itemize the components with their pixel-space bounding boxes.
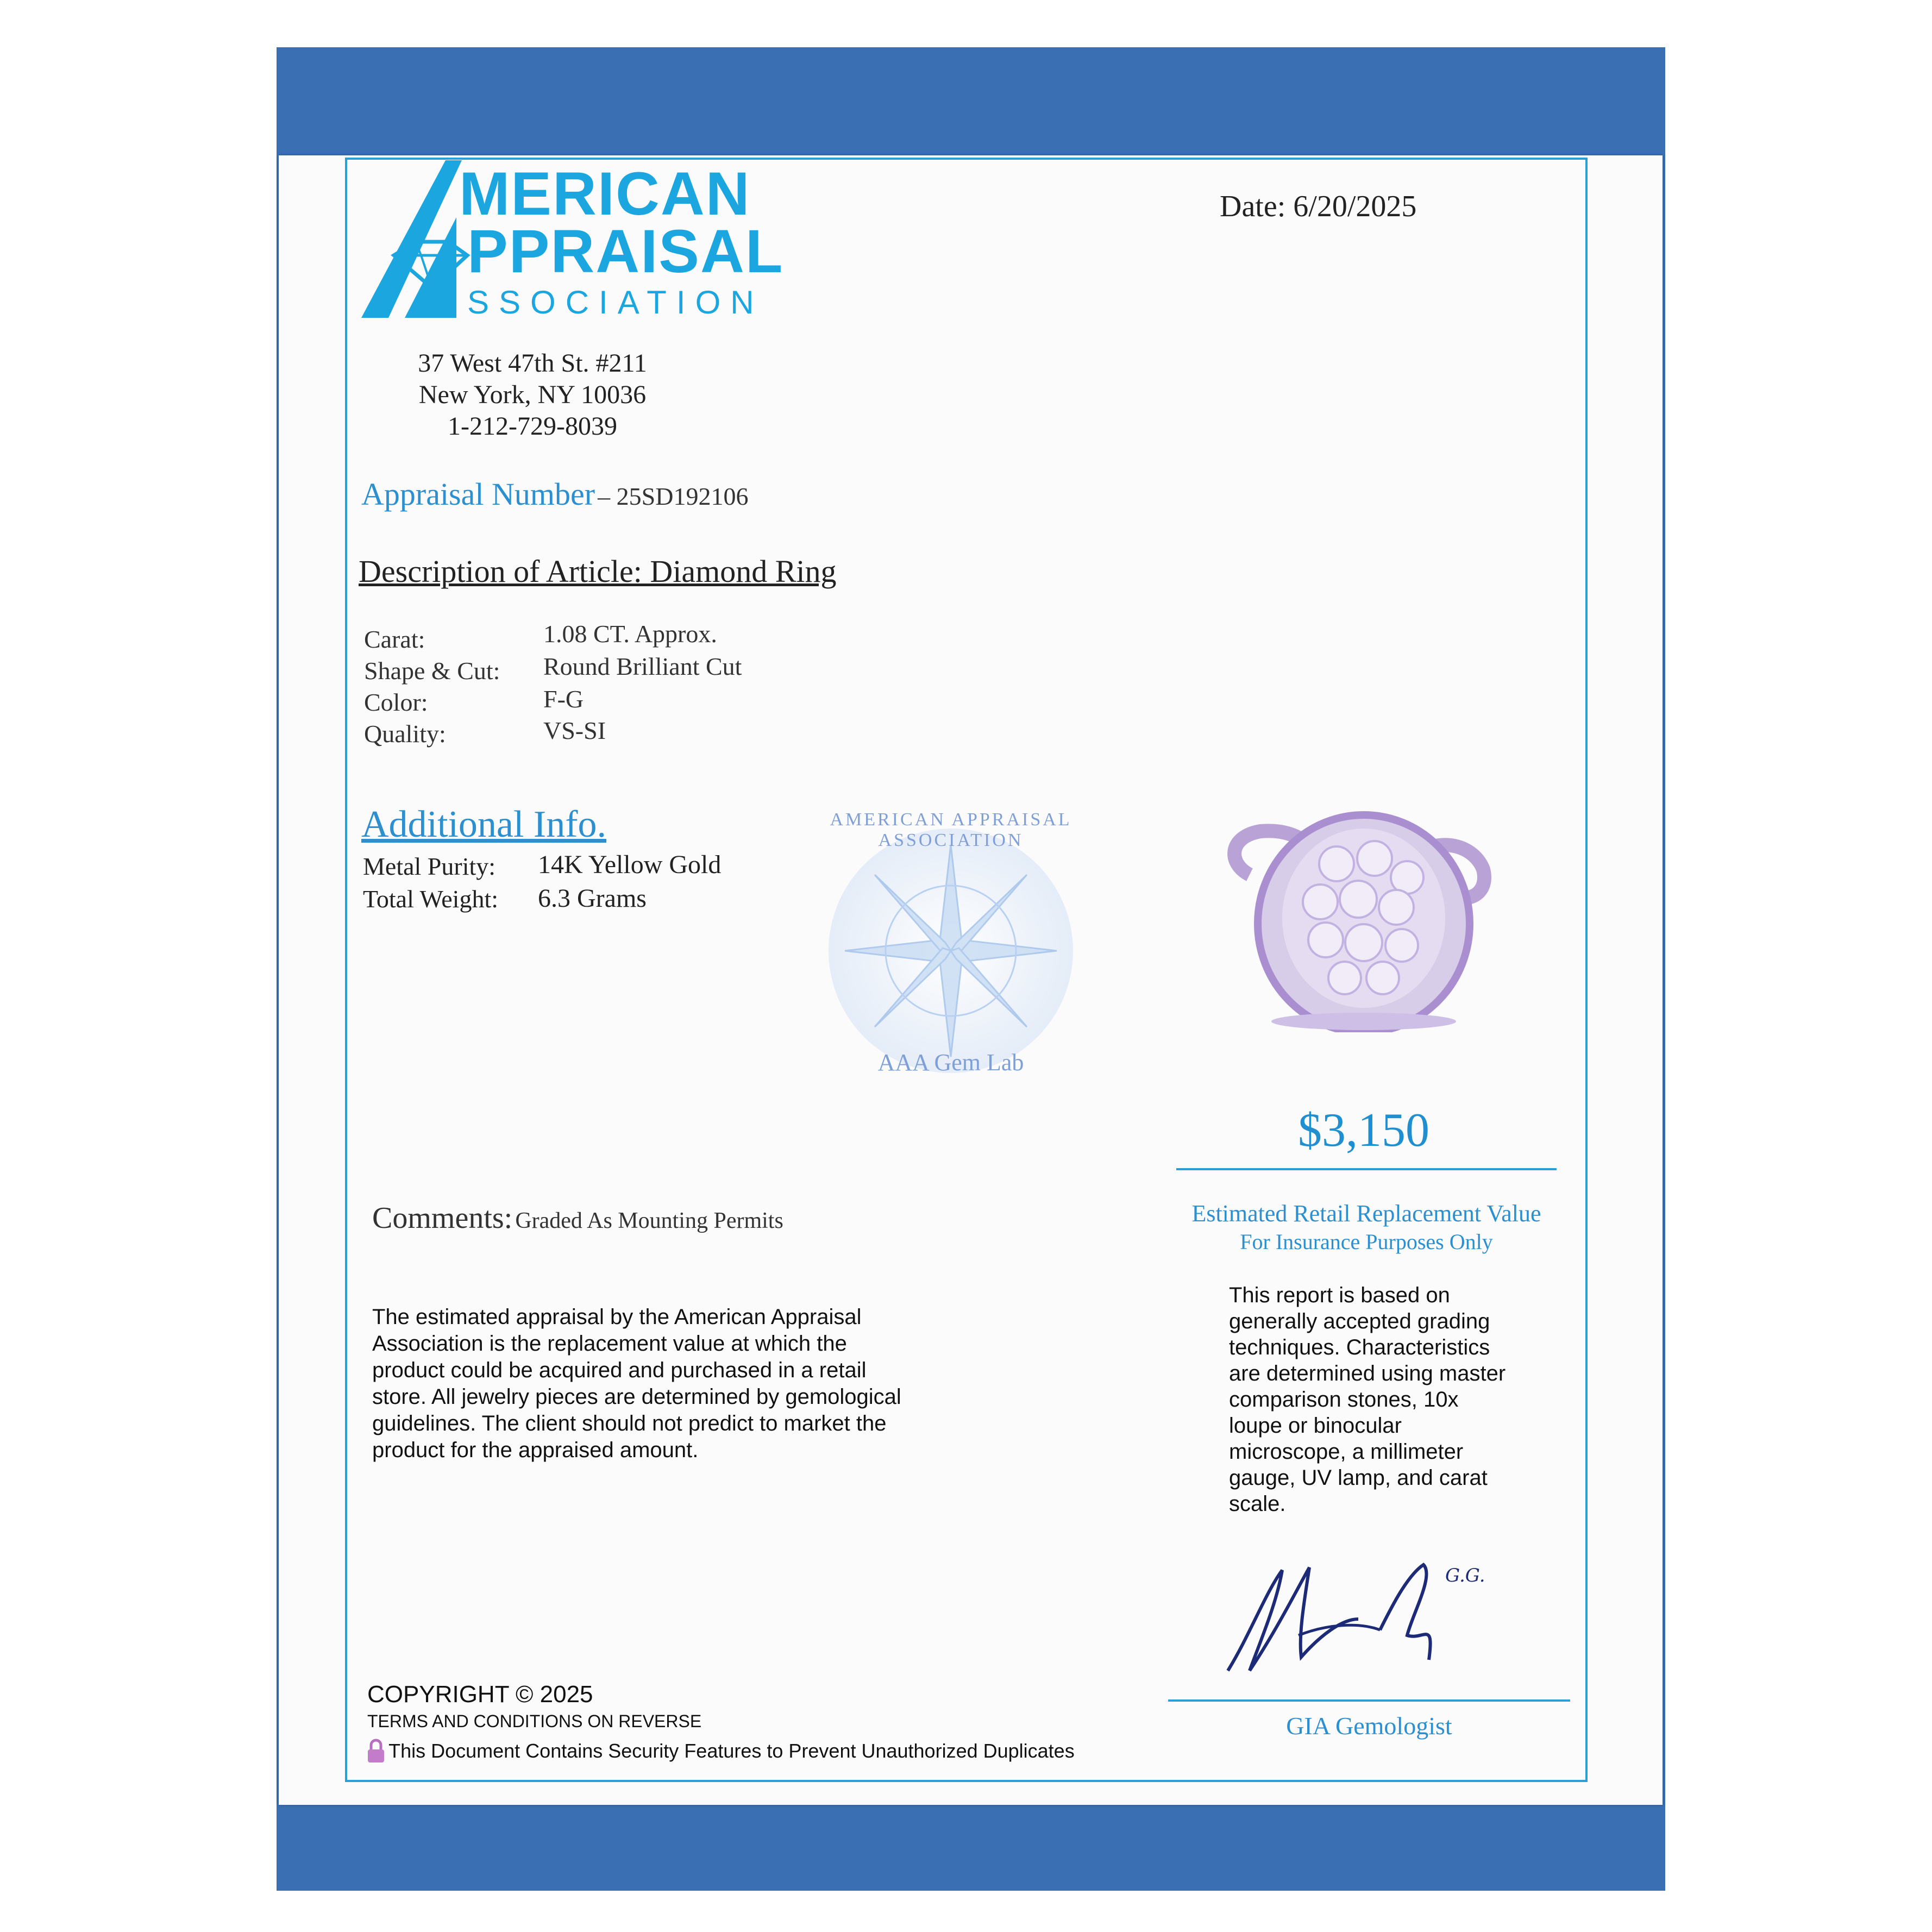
shape-value: Round Brilliant Cut [543, 653, 742, 680]
signature-divider [1168, 1699, 1570, 1702]
disclaimer-right-line: This report is based on [1229, 1283, 1450, 1307]
disclaimer-left-line: The estimated appraisal by the American Appraisal [372, 1305, 862, 1329]
disclaimer-right [1229, 1282, 1506, 1517]
signature-caption: GIA Gemologist [1286, 1712, 1452, 1740]
address-line-2: New York, NY 10036 [418, 380, 647, 409]
disclaimer-right-line: comparison stones, 10x [1229, 1388, 1459, 1412]
row-carat [364, 620, 717, 654]
metal-value: 14K Yellow Gold [538, 850, 722, 879]
disclaimer-right-line: are determined using master [1229, 1362, 1506, 1385]
carat-label: Carat: [364, 625, 425, 653]
color-label: Color: [364, 688, 428, 716]
row-shape [364, 653, 742, 685]
logo-line-1: MERICAN [459, 160, 751, 228]
description-title: Description of Article: Diamond Ring [359, 554, 837, 589]
logo-line-3: SSOCIATION [467, 284, 764, 321]
appraisal-number-value: – 25SD192106 [598, 482, 749, 510]
row-weight [363, 884, 647, 913]
weight-value: 6.3 Grams [538, 884, 647, 913]
logo-line-2: PPRAISAL [467, 217, 784, 285]
disclaimer-left-line: Association is the replacement value at which the [372, 1332, 847, 1356]
carat-value: 1.08 CT. Approx. [543, 620, 717, 648]
weight-label: Total Weight: [363, 885, 499, 913]
copyright: COPYRIGHT © 2025 [367, 1681, 593, 1708]
additional-title: Additional Info. [361, 804, 607, 845]
seal-top-text: AMERICAN APPRAISAL ASSOCIATION [830, 810, 1072, 850]
disclaimer-right-line: gauge, UV lamp, and carat [1229, 1466, 1488, 1490]
ring-image [1217, 799, 1500, 1032]
value-caption-1: Estimated Retail Replacement Value [1191, 1200, 1541, 1227]
ring-photo [1217, 799, 1500, 1032]
value-amount: $3,150 [1298, 1104, 1429, 1157]
lock-icon [366, 1739, 386, 1764]
metal-label: Metal Purity: [363, 852, 496, 880]
disclaimer-right-line: techniques. Characteristics [1229, 1335, 1490, 1359]
terms: TERMS AND CONDITIONS ON REVERSE [367, 1711, 702, 1731]
appraisal-number-label: Appraisal Number [361, 476, 595, 512]
appraisal-number [361, 476, 748, 512]
comments [372, 1201, 783, 1235]
disclaimer-left-line: product for the appraised amount. [372, 1438, 699, 1462]
disclaimer-left-line: product could be acquired and purchased in a retail [372, 1358, 867, 1382]
value-caption-2: For Insurance Purposes Only [1240, 1230, 1493, 1254]
quality-label: Quality: [364, 720, 446, 748]
disclaimer-right-line: loupe or binocular [1229, 1414, 1402, 1438]
security-notice [366, 1739, 1075, 1764]
shape-label: Shape & Cut: [364, 657, 500, 685]
disclaimer-left-line: guidelines. The client should not predict to market the [372, 1412, 887, 1435]
date: Date: 6/20/2025 [1220, 190, 1417, 223]
signature-image [1217, 1554, 1543, 1684]
color-value: F-G [543, 685, 584, 713]
row-quality [364, 717, 606, 748]
disclaimer-left-line: store. All jewelry pieces are determined by gemological [372, 1385, 901, 1409]
address-line-1: 37 West 47th St. #211 [418, 349, 647, 378]
comments-label: Comments: [372, 1201, 513, 1235]
disclaimer-right-line: generally accepted grading [1229, 1309, 1490, 1333]
security-text: This Document Contains Security Features to Prevent Unauthorized Duplicates [388, 1740, 1075, 1762]
row-color [364, 685, 584, 717]
address-line-3: 1-212-729-8039 [448, 412, 617, 441]
disclaimer-right-line: microscope, a millimeter [1229, 1440, 1464, 1464]
gem-lab-seal [799, 793, 1103, 1097]
logo [356, 158, 791, 326]
seal-bottom-text: AAA Gem Lab [877, 1049, 1024, 1076]
disclaimer-left [372, 1304, 901, 1464]
value-divider [1176, 1168, 1557, 1170]
row-metal [363, 850, 722, 881]
signature [1217, 1554, 1543, 1684]
signature-suffix: G.G. [1445, 1565, 1485, 1586]
comments-value: Graded As Mounting Permits [515, 1208, 783, 1233]
disclaimer-right-line: scale. [1229, 1492, 1286, 1516]
quality-value: VS-SI [543, 717, 606, 744]
